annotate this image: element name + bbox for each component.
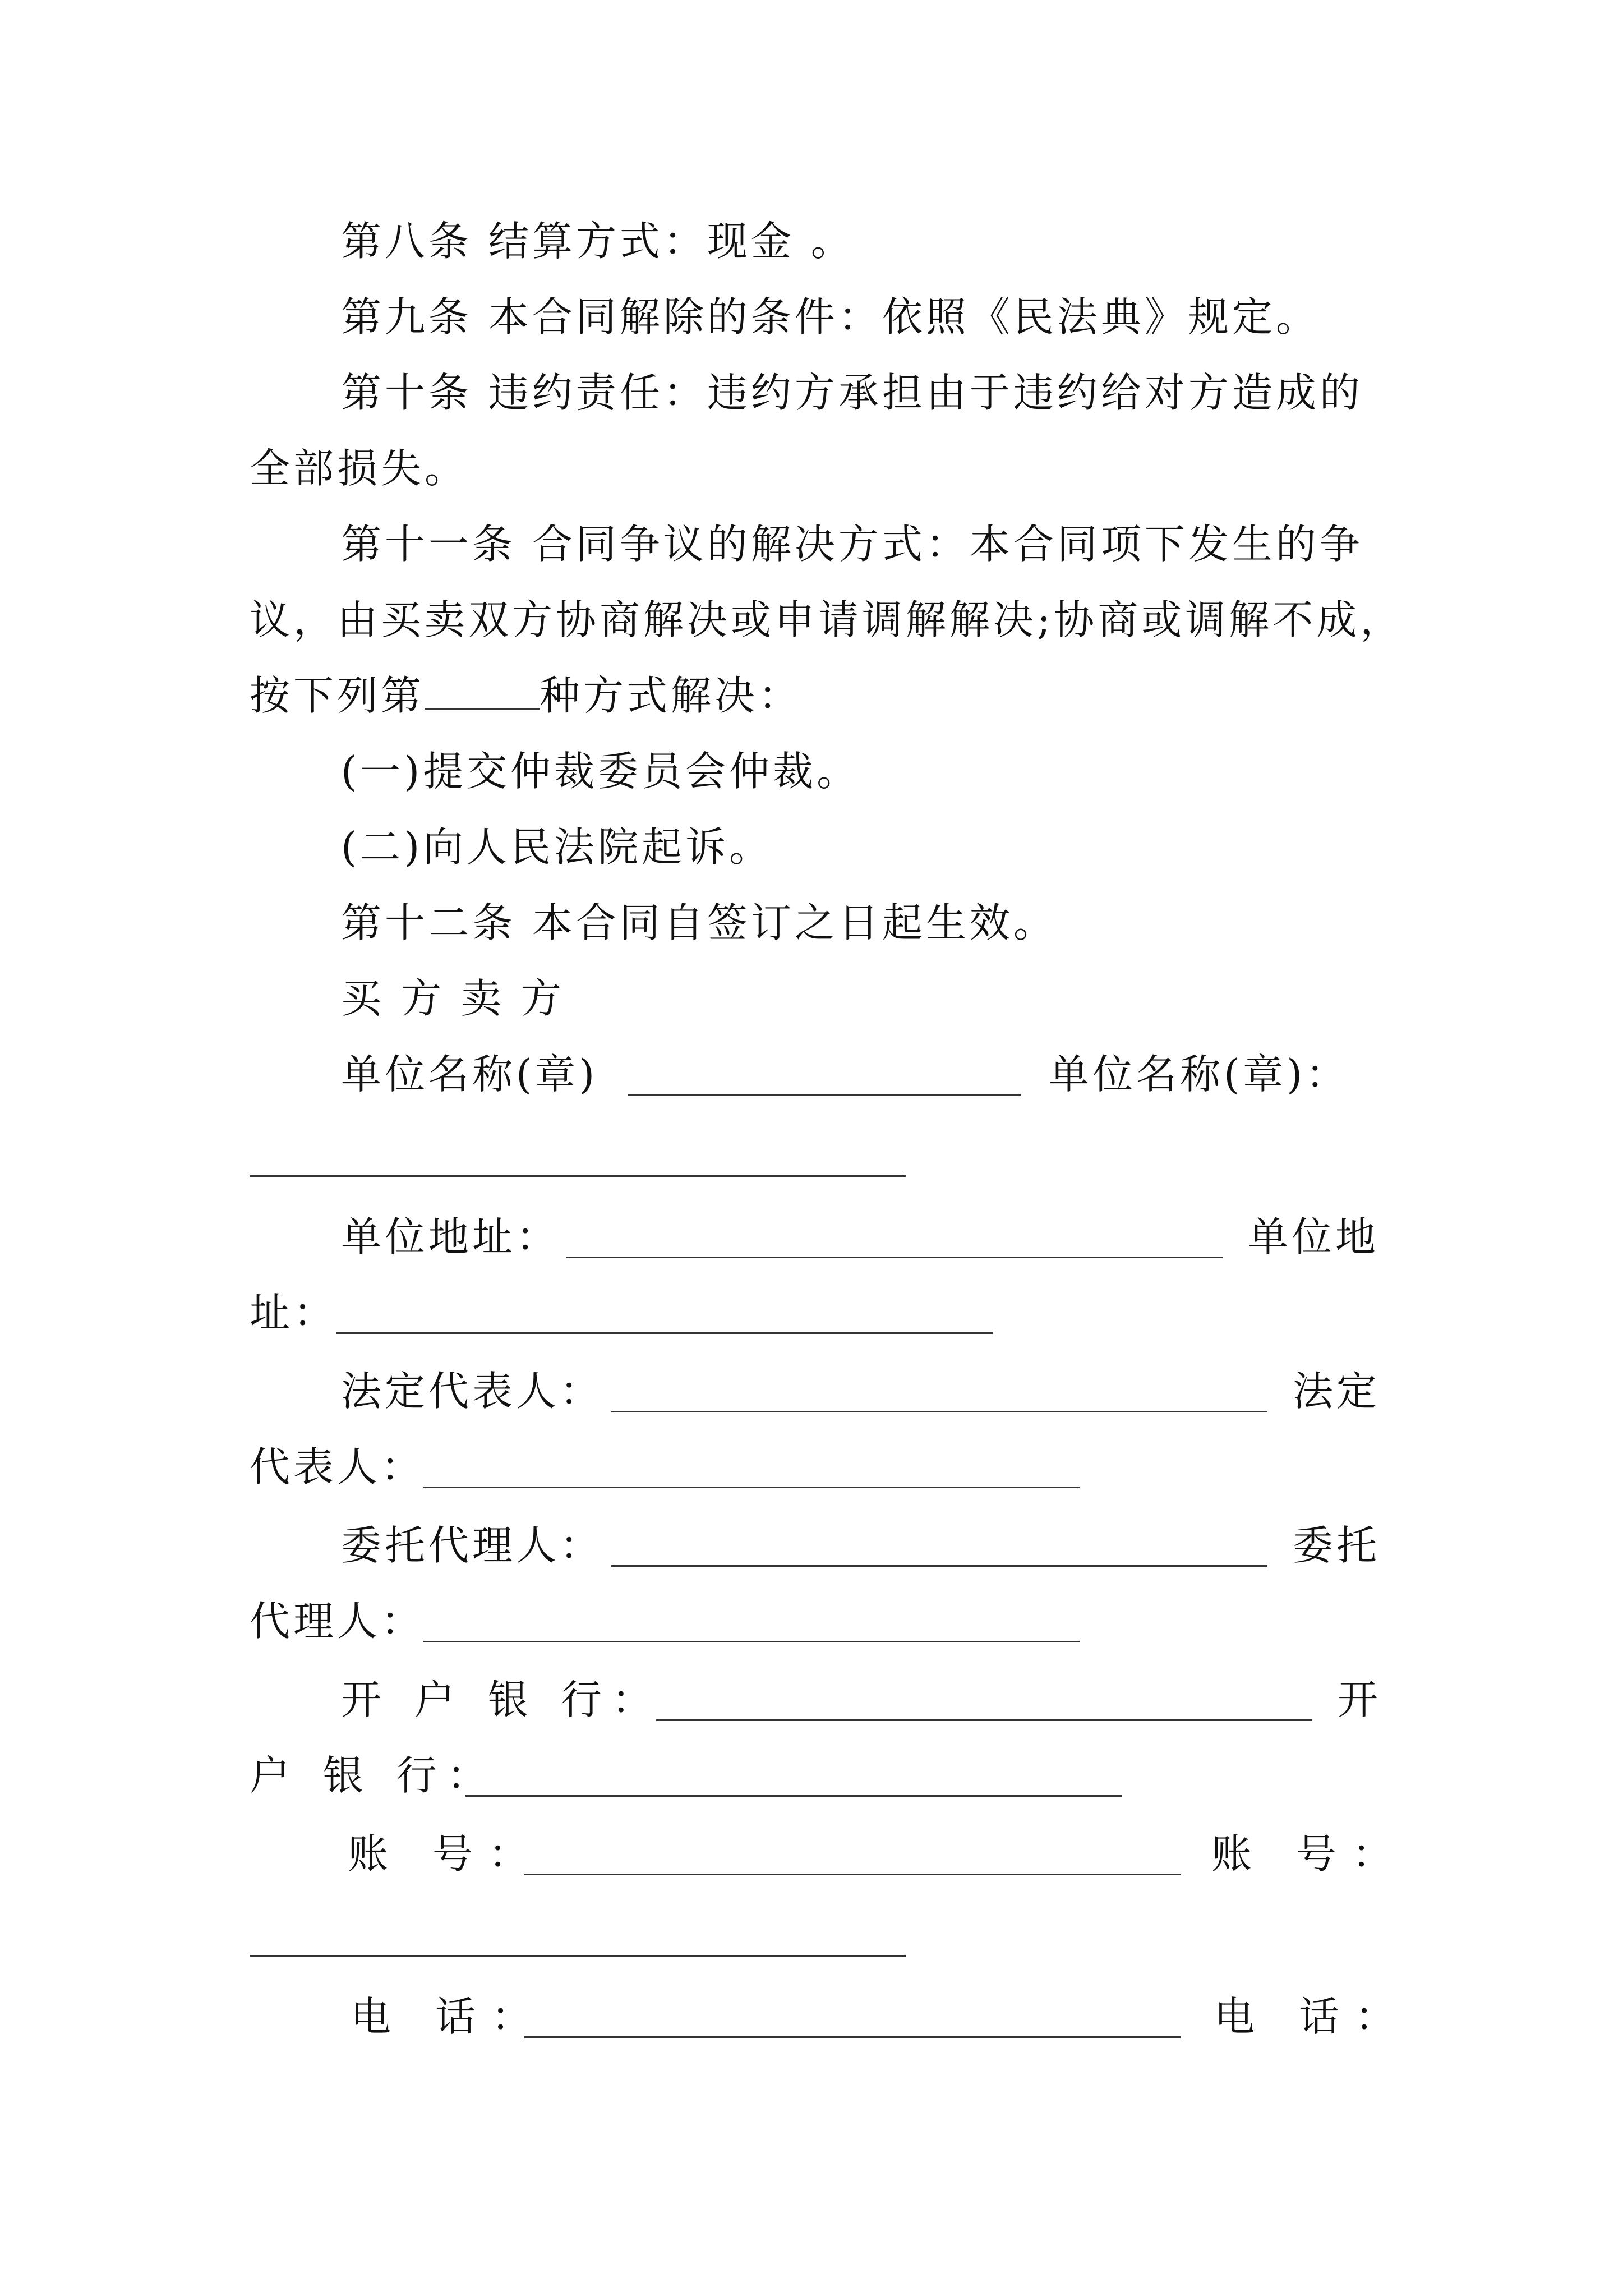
clause-10-line-1: 第十条 违约责任：违约方承担由于违约给对方造成的 bbox=[341, 369, 1363, 416]
address-left-blank[interactable] bbox=[566, 1257, 1223, 1258]
unit-name-right-blank[interactable] bbox=[250, 1175, 906, 1177]
unit-name-left-label: 单位名称(章) bbox=[341, 1051, 598, 1098]
clause-11-line-2: 议，由买卖双方协商解决或申请调解解决;协商或调解不成， bbox=[250, 596, 1404, 643]
bank-right-label-b: 户 银 行： bbox=[250, 1752, 497, 1799]
parties-header: 买 方 卖 方 bbox=[341, 975, 565, 1022]
account-right-label: 账 号： bbox=[1211, 1830, 1408, 1878]
agent-right-blank[interactable] bbox=[423, 1641, 1080, 1642]
clause-12: 第十二条 本合同自签订之日起生效。 bbox=[341, 899, 1057, 946]
clause-11-line-3-prefix: 按下列第 bbox=[250, 672, 425, 719]
phone-left-label: 电 话： bbox=[351, 1993, 547, 2040]
agent-right-label-a: 委托 bbox=[1293, 1522, 1381, 1569]
account-left-blank[interactable] bbox=[524, 1874, 1181, 1875]
unit-name-left-blank[interactable] bbox=[628, 1094, 1021, 1096]
address-right-label-b: 址： bbox=[250, 1289, 338, 1336]
phone-left-blank[interactable] bbox=[524, 2036, 1181, 2038]
agent-left-label: 委托代理人： bbox=[341, 1522, 604, 1569]
agent-right-label-b: 代理人： bbox=[250, 1598, 425, 1645]
bank-right-blank[interactable] bbox=[465, 1795, 1122, 1797]
clause-11-line-3-suffix: 种方式解决： bbox=[540, 672, 803, 719]
legal-rep-right-label-a: 法定 bbox=[1293, 1368, 1381, 1415]
unit-name-right-label: 单位名称(章)： bbox=[1049, 1051, 1350, 1098]
legal-rep-left-label: 法定代表人： bbox=[341, 1368, 604, 1415]
legal-rep-left-blank[interactable] bbox=[611, 1411, 1267, 1412]
bank-left-blank[interactable] bbox=[656, 1719, 1312, 1721]
method-number-blank[interactable] bbox=[425, 671, 540, 710]
option-1: (一)提交仲裁委员会仲裁。 bbox=[341, 748, 861, 795]
clause-8: 第八条 结算方式：现金 。 bbox=[341, 218, 855, 265]
address-left-label: 单位地址： bbox=[341, 1213, 560, 1260]
agent-left-blank[interactable] bbox=[611, 1565, 1267, 1567]
address-right-blank[interactable] bbox=[336, 1332, 993, 1334]
legal-rep-right-blank[interactable] bbox=[423, 1487, 1080, 1488]
account-right-blank[interactable] bbox=[250, 1955, 906, 1957]
option-2: (二)向人民法院起诉。 bbox=[341, 823, 773, 871]
clause-9: 第九条 本合同解除的条件：依照《民法典》规定。 bbox=[341, 293, 1320, 341]
account-left-label: 账 号： bbox=[348, 1830, 545, 1878]
clause-10-line-2: 全部损失。 bbox=[250, 445, 469, 492]
legal-rep-right-label-b: 代表人： bbox=[250, 1443, 425, 1490]
address-right-label-a: 单位地 bbox=[1248, 1213, 1380, 1260]
bank-right-label-a: 开 bbox=[1338, 1676, 1382, 1723]
bank-left-label: 开 户 银 行： bbox=[341, 1676, 662, 1723]
phone-right-label: 电 话： bbox=[1214, 1993, 1411, 2040]
clause-11-line-3 bbox=[250, 668, 802, 724]
clause-11-line-1: 第十一条 合同争议的解决方式：本合同项下发生的争 bbox=[341, 521, 1363, 568]
